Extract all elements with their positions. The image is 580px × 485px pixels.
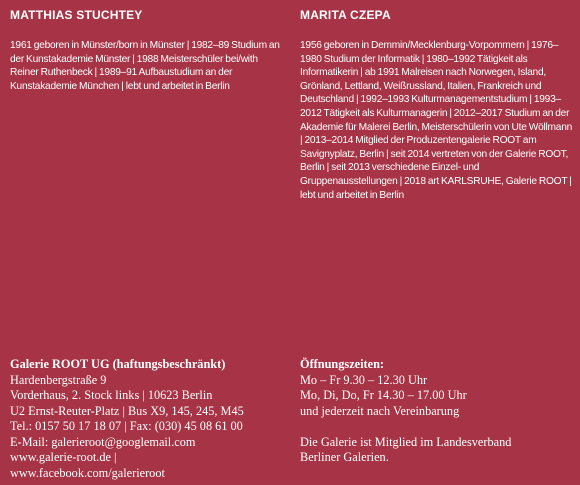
gallery-phone: Tel.: 0157 50 17 18 07 | Fax: (030) 45 08 61 00: [10, 419, 243, 433]
gallery-email-link[interactable]: E-Mail: galerieroot@googlemail.com: [10, 434, 196, 449]
opening-hours-heading: Öffnungszeiten:: [300, 357, 385, 371]
spacer: [300, 419, 576, 435]
opening-hours-appointment: und jederzeit nach Vereinbarung: [300, 403, 460, 418]
gallery-name: Galerie ROOT UG (haftungsbeschränkt): [10, 357, 226, 371]
artist-name-stuchtey: MATTHIAS STUCHTEY: [10, 8, 143, 22]
artist-bio-czepa: 1956 geboren in Demmin/Mecklenburg-Vorpommern | 1976–1980 Studium der Informatik | 1980–1992 Tätigkeit als Informatikerin | ab 1991 Malreisen nach Norwegen, Island, Grönland, Lettland, Weißrussland, Italien, Frankreich und Deutschland | 1992–1993 Kulturmanagementstudium | 1993–2012 Tätigkeit als Kulturmanagerin | 2012–2017 Studium an der Akademie für Malerei Berlin, Meisterschülerin von Ute Wöllmann | 2013–2014 Mitglied der Produzentengalerie ROOT am Savignyplatz, Berlin | seit 2014 vertreten von der Galerie ROOT, Berlin | seit 2013 verschiedene Einzel- und Gruppenausstellungen | 2018 art KARLSRUHE, Galerie ROOT | lebt und arbeitet in Berlin: [300, 40, 573, 201]
artist-bio-stuchtey: 1961 geboren in Münster/born in Münster | 1982–89 Studium an der Kunstakademie Münster | 1988 Meisterschüler bei/with Reiner Ruthenbeck | 1989–91 Aufbaustudium an der Kunstakademie München | lebt und arbeitet in Berlin: [10, 40, 280, 92]
gallery-street: Hardenbergstraße 9: [10, 372, 107, 387]
gallery-floor: Vorderhaus, 2. Stock links | 10623 Berlin: [10, 388, 213, 402]
opening-hours-weekday-morning: Mo – Fr 9.30 – 12.30 Uhr: [300, 372, 428, 387]
opening-hours-block: [300, 357, 576, 466]
gallery-facebook-link[interactable]: www.facebook.com/galerieroot: [10, 465, 165, 480]
opening-hours-afternoon: Mo, Di, Do, Fr 14.30 – 17.00 Uhr: [300, 388, 467, 402]
gallery-transport: U2 Ernst-Reuter-Platz | Bus X9, 145, 245, M45: [10, 403, 244, 418]
gallery-website-link[interactable]: www.galerie-root.de |: [10, 450, 117, 464]
gallery-contact-block: [10, 357, 282, 481]
artist-name-czepa: MARITA CZEPA: [300, 8, 391, 22]
membership-note-line2: Berliner Galerien.: [300, 450, 389, 464]
membership-note-line1: Die Galerie ist Mitglied im Landesverband: [300, 434, 512, 449]
